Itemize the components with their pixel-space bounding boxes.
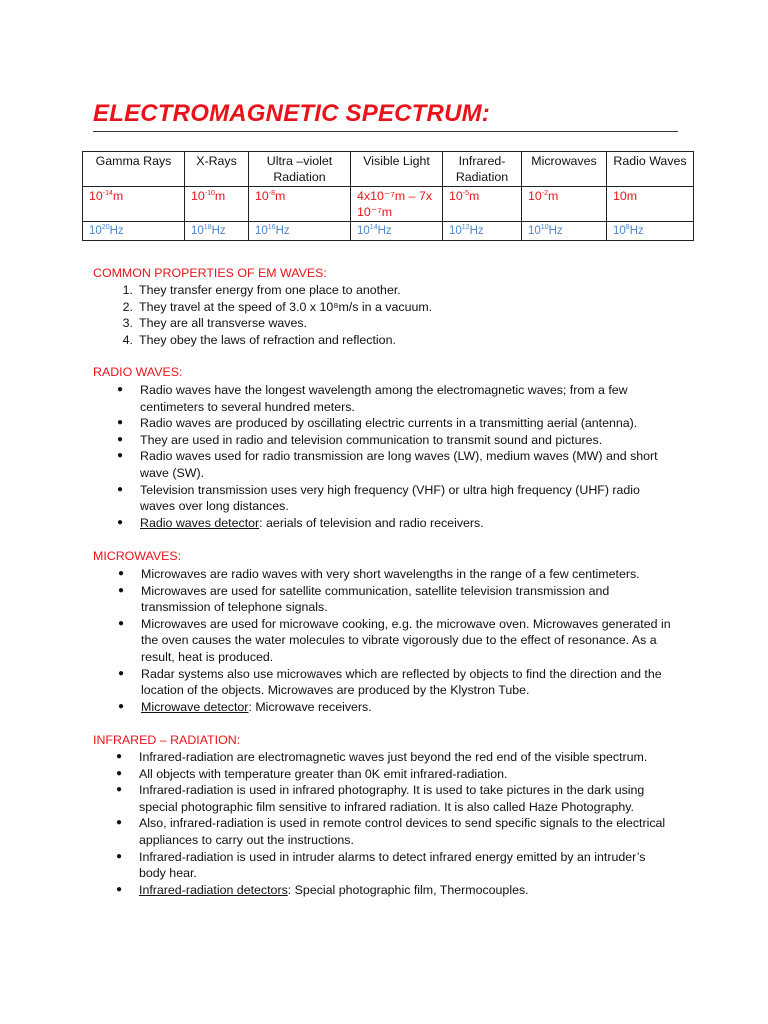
title-underline xyxy=(93,131,678,132)
section-heading-microwaves: MICROWAVES: xyxy=(93,549,182,563)
spectrum-table xyxy=(82,151,694,241)
header-cell: Infrared-Radiation xyxy=(443,152,522,187)
section-heading-common-properties: COMMON PROPERTIES OF EM WAVES: xyxy=(93,266,327,280)
list-item: ● Radio waves are produced by oscillating electric currents in a transmitting aerial (antenna). xyxy=(117,416,638,431)
list-item: ● Radio waves used for radio transmission are long waves (LW), medium waves (MW) and short wave (SW). xyxy=(117,449,658,480)
list-item: ● They are used in radio and television communication to transmit sound and pictures. xyxy=(117,432,603,447)
section-heading-radio-waves: RADIO WAVES: xyxy=(93,365,183,379)
list-item: ● All objects with temperature greater than 0K emit infrared-radiation. xyxy=(116,766,508,781)
wavelength-cell: $10^{-5}m$ xyxy=(443,187,522,222)
header-cell: Microwaves xyxy=(522,152,607,187)
wavelength-cell: $10^{-14}m$ xyxy=(83,187,185,222)
list-item: ● Television transmission uses very high frequency (VHF) or ultra high frequency (UHF) radio waves over long distances. xyxy=(117,482,640,514)
list-item: 1. They transfer energy from one place to another. xyxy=(122,283,401,297)
list-item: ● Microwaves are used for satellite communication, satellite television transmission and transmission of telephone signals. xyxy=(118,583,610,615)
frequency-row xyxy=(83,222,694,241)
header-cell: Ultra –violet Radiation xyxy=(249,152,351,187)
frequency-cell: $10^{20}Hz$ xyxy=(83,222,185,241)
list-item: 4. They obey the laws of refraction and reflection. xyxy=(122,332,396,347)
page-title: ELECTROMAGNETIC SPECTRUM: xyxy=(93,100,490,127)
frequency-cell: $10^{12}Hz$ xyxy=(443,222,522,241)
infrared-list xyxy=(116,749,674,898)
wavelength-row xyxy=(83,187,694,222)
section-heading-infrared: INFRARED – RADIATION: xyxy=(93,733,241,747)
list-item: ● Also, infrared-radiation is used in remote control devices to send specific signals to the electrical appliances to carry out the instructions. xyxy=(116,816,666,847)
header-cell: Gamma Rays xyxy=(83,152,185,187)
list-item: ● Infrared-radiation detectors: Special photographic film, Thermocouples. xyxy=(116,882,529,897)
list-item: ● Infrared-radiation is used in infrared photography. It is used to take pictures in the dark using special photographic film sensitive to infrared radiation. It is also called Haze Photography. xyxy=(116,783,645,814)
list-item: ● Microwaves are used for microwave cooking, e.g. the microwave oven. Microwaves generated in the oven causes the water molecules to vibrate vigorously due to the effect of resonance. As a result, heat is produced. xyxy=(118,616,671,664)
list-item: 2. They travel at the speed of 3.0 x 10⁸m/s in a vacuum. xyxy=(122,299,433,314)
list-item: ● Microwave detector: Microwave receivers. xyxy=(118,699,372,714)
frequency-cell: $10^{18}Hz$ xyxy=(185,222,249,241)
list-item: ● Radio waves detector: aerials of television and radio receivers. xyxy=(117,515,484,530)
frequency-cell: $10^{14}Hz$ xyxy=(351,222,443,241)
list-item: ● Radio waves have the longest wavelength among the electromagnetic waves; from a few centimeters to several hundred meters. xyxy=(117,383,628,414)
wavelength-cell: 4x10⁻⁷m – 7x 10⁻⁷m xyxy=(351,187,443,222)
header-cell: Radio Waves xyxy=(607,152,694,187)
radio-waves-list xyxy=(117,382,675,531)
common-properties-list xyxy=(122,282,679,348)
list-item: ● Radar systems also use microwaves which are reflected by objects to find the direction and the location of the objects. Microwaves are produced by the Klystron Tube. xyxy=(118,666,662,698)
wavelength-cell: $10^{-10}m$ xyxy=(185,187,249,222)
header-cell: X-Rays xyxy=(185,152,249,187)
list-item: ● Infrared-radiation is used in intruder alarms to detect infrared energy emitted by an intruder’s body hear. xyxy=(116,849,646,881)
wavelength-cell: $10^{-8}m$ xyxy=(249,187,351,222)
frequency-cell: $10^{10}Hz$ xyxy=(522,222,607,241)
header-cell: Visible Light xyxy=(351,152,443,187)
wavelength-cell: 10m xyxy=(607,187,694,222)
list-item: 3. They are all transverse waves. xyxy=(122,316,308,331)
microwaves-list xyxy=(118,566,676,715)
table-header-row xyxy=(83,152,694,187)
wavelength-cell: $10^{-2}m$ xyxy=(522,187,607,222)
list-item: ● Infrared-radiation are electromagnetic waves just beyond the red end of the visible spectrum. xyxy=(116,750,648,764)
frequency-cell: $10^8Hz$ xyxy=(607,222,694,241)
frequency-cell: $10^{16}Hz$ xyxy=(249,222,351,241)
list-item: ● Microwaves are radio waves with very short wavelengths in the range of a few centimeters. xyxy=(118,567,640,581)
